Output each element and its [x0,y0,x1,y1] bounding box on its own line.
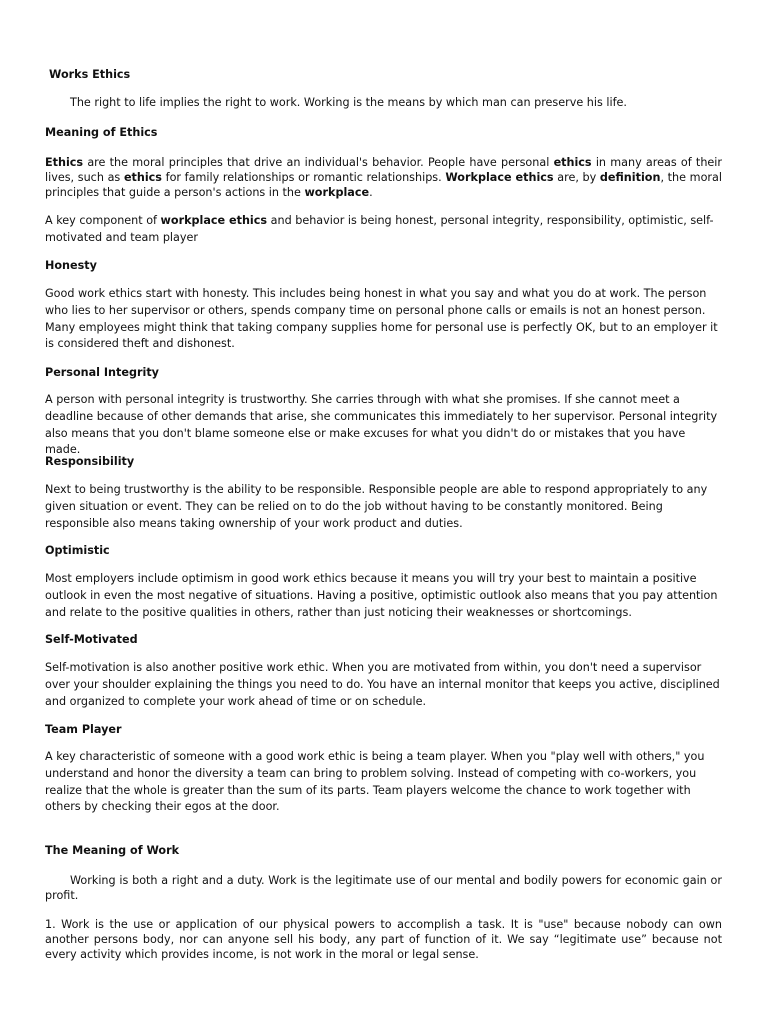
team-player-heading: Team Player [45,723,122,736]
work-intro-paragraph: Working is both a right and a duty. Work is the legitimate use of our mental and bodily powers for economic gain or profit. [45,874,722,902]
document-title: Works Ethics [49,68,131,81]
term-workplace-ethics: Workplace ethics [445,171,554,184]
key-component-paragraph: A key component of workplace ethics and behavior is being honest, personal integrity, responsibility, optimistic, self-motivated and team player [45,214,714,244]
ethics-definition-paragraph: Ethics are the moral principles that drive an individual's behavior. People have personal ethics in many areas of their lives, such as ethics for family relationships or romantic relationships. Workplace ethics are, by definition, the moral principles that guide a person's actions in the workplace. [45,156,722,199]
intro-paragraph: The right to life implies the right to work. Working is the means by which man can preserve his life. [70,96,627,109]
honesty-heading: Honesty [45,259,97,272]
personal-integrity-heading: Personal Integrity [45,366,159,379]
responsibility-heading: Responsibility [45,455,135,468]
meaning-of-ethics-heading: Meaning of Ethics [45,126,158,139]
self-motivated-paragraph: Self-motivation is also another positive work ethic. When you are motivated from within, you don't need a supervisor over your shoulder explaining the things you need to do. You have an internal monitor that keeps you active, disciplined and organized to complete your work ahead of time or on schedule. [45,661,720,708]
personal-integrity-paragraph: A person with personal integrity is trustworthy. She carries through with what she promises. If she cannot meet a deadline because of other demands that arise, she communicates this immediately to her supervisor. Personal integrity also means that you don't blame someone else or make excuses for what you didn't do or mistakes that you have made. [45,393,718,457]
optimistic-paragraph: Most employers include optimism in good work ethics because it means you will try your best to maintain a positive outlook in even the most negative of situations. Having a positive, optimistic outlook also means that you pay attention and relate to the positive qualities in others, rather than just noticing their weaknesses or shortcomings. [45,572,718,619]
work-point-1-paragraph: 1. Work is the use or application of our physical powers to accomplish a task. It is "use" because nobody can own another persons body, nor can anyone sell his body, any part of function of it. We say “legitimate use” because not every activity which provides income, is not work in the moral or legal sense. [45,918,722,961]
self-motivated-heading: Self-Motivated [45,633,138,646]
honesty-paragraph: Good work ethics start with honesty. This includes being honest in what you say and what you do at work. The person who lies to her supervisor or others, spends company time on personal phone calls or emails is not an honest person. Many employees might think that taking company supplies home for personal use is perfectly OK, but to an employer it is considered theft and dishonest. [45,287,718,351]
meaning-of-work-heading: The Meaning of Work [45,844,180,857]
optimistic-heading: Optimistic [45,544,110,557]
responsibility-paragraph: Next to being trustworthy is the ability to be responsible. Responsible people are able to respond appropriately to any given situation or event. They can be relied on to do the job without having to be constantly monitored. Being responsible also means taking ownership of your work product and duties. [45,483,708,530]
term-ethics: Ethics [45,156,84,169]
team-player-paragraph: A key characteristic of someone with a good work ethic is being a team player. When you "play well with others," you understand and honor the diversity a team can bring to problem solving. Instead of competing with co-workers, you realize that the whole is greater than the sum of its parts. Team players welcome the chance to work together with others by checking their egos at the door. [45,750,705,814]
